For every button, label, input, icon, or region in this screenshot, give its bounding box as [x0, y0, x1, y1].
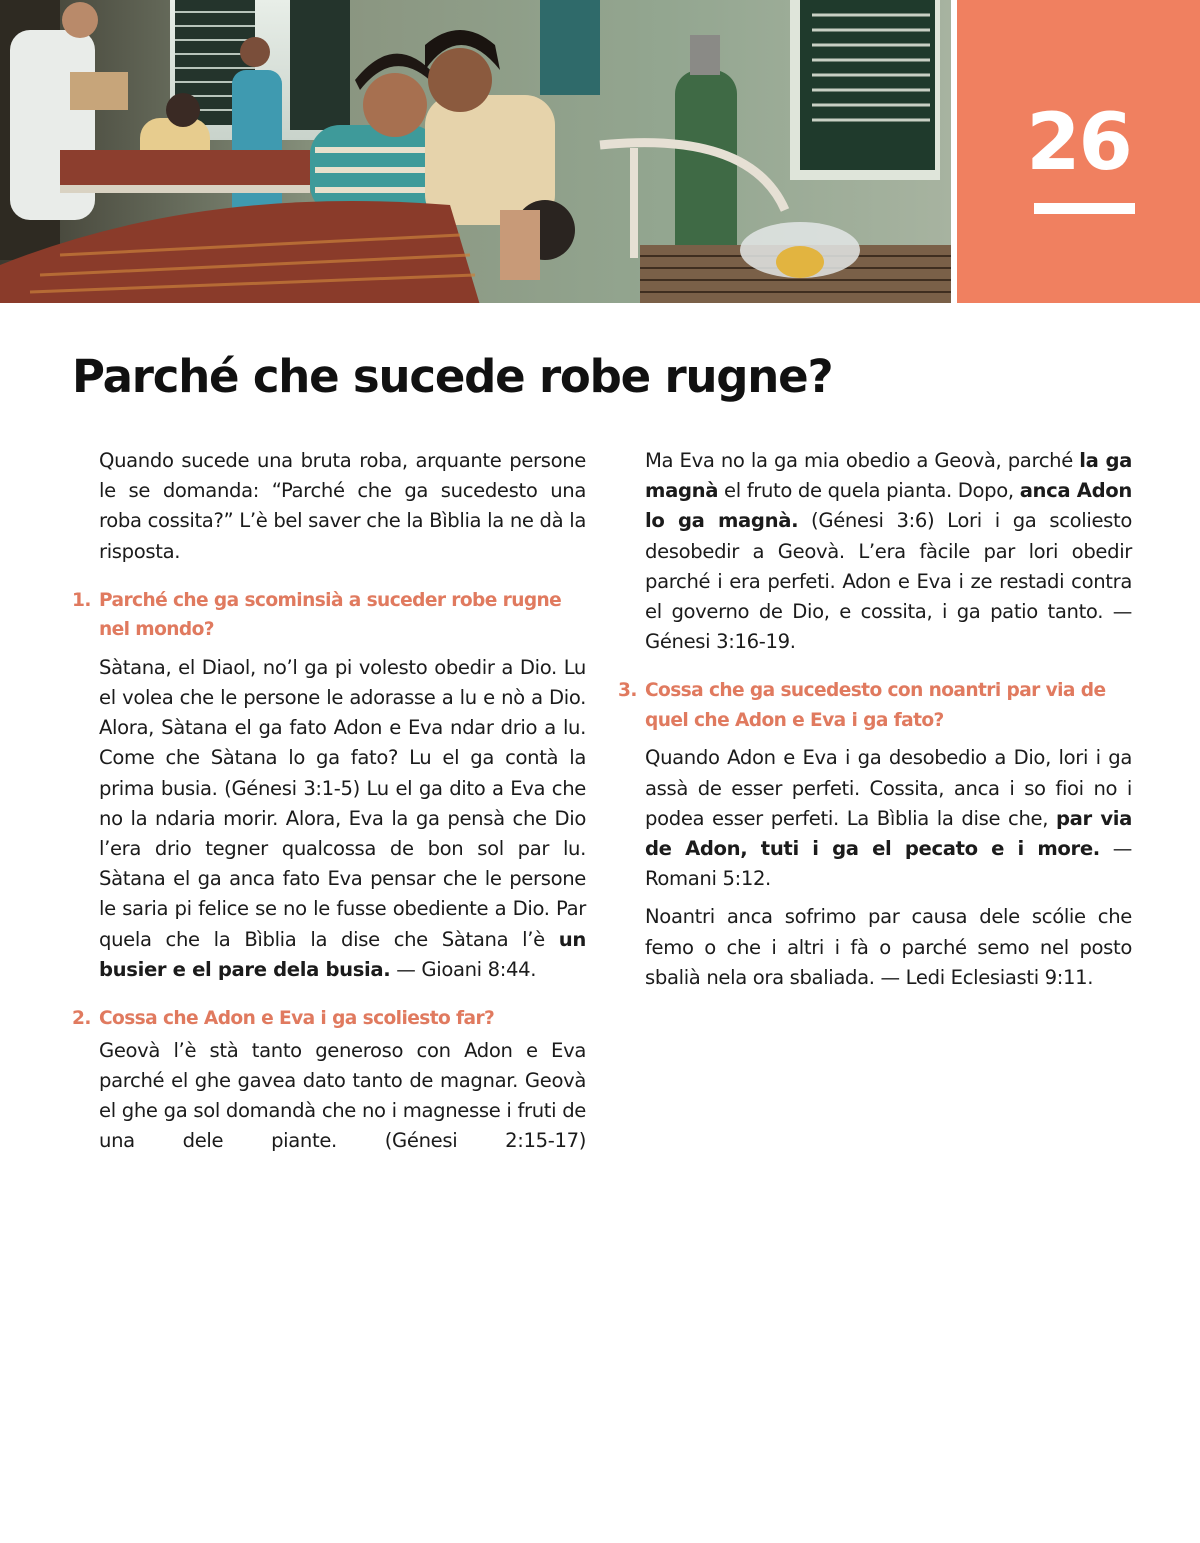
question-1 [72, 586, 586, 645]
answer-1-paragraph [99, 653, 586, 985]
hospital-scene-illustration [0, 0, 951, 303]
answer-text: Sàtana, el Diaol, no’l ga pi volesto obedir a Dio. Lu el volea che le persone le adorasse a lu e nò a Dio. Alora, Sàtana el ga fato Adon e Eva ndar drio a lu. Come che Sàtana lo ga fato? Lu el ga contà la prima busia. (Génesi 3:1-5) Lu el ga dito a Eva che no la ndaria morir. Alora, Eva la ga pensà che Dio l’era drio tegner qualcossa de bon sol par lu. Sàtana el ga anca fato Eva pensar che le persone le saria pi felice se no le fusse obediente a Dio. Par quela che la Bìblia la dise che Sàtana l’è [99, 655, 586, 951]
left-column [72, 446, 586, 1156]
answer-2-continuation [645, 446, 1132, 657]
question-3 [618, 676, 1132, 735]
intro-paragraph: Quando sucede una bruta roba, arquante persone le se domanda: “Parché che ga sucedesto una roba cossita?” L’è bel saver che la Bìblia la ne dà la risposta. [99, 449, 586, 563]
scripture-reference: — Gioani 8:44. [390, 957, 537, 981]
lesson-number-underline [1034, 203, 1135, 214]
header-photo [0, 0, 951, 303]
page-title: Parché che sucede robe rugne? [72, 350, 833, 403]
right-column [618, 446, 1132, 993]
answer-2-paragraph: Geovà l’è stà tanto generoso con Adon e Eva parché el ghe gavea dato tanto de magnar. Geovà el ghe ga sol domandà che no i magnesse i fruti de una dele piante. (Génesi 2:15-17) [99, 1038, 586, 1153]
lesson-number-panel [957, 0, 1200, 303]
answer-emphasis: la ga magnà [645, 449, 1132, 503]
answer-text: el fruto de quela pianta. Dopo, [718, 479, 1020, 503]
answer-3-paragraph [645, 743, 1132, 894]
question-number: 1. [72, 589, 91, 611]
answer-text: Ma Eva no la ga mia obedio a Geovà, parché [645, 449, 1080, 472]
question-number: 2. [72, 1008, 91, 1030]
question-number: 3. [618, 680, 637, 702]
answer-emphasis: par via de Adon, tuti i ga el pecato e i more. [645, 806, 1132, 861]
question-text: Cossa che Adon e Eva i ga scoliesto far? [99, 1008, 495, 1030]
answer-3-paragraph-2: Noantri anca sofrimo par causa dele scólie che femo o che i altri i fà o parché semo nel posto sbalià nela ora sbaliada. — Ledi Eclesiasti 9:11. [645, 905, 1132, 989]
answer-text: (Génesi 3:6) Lori i ga scoliesto desobedir a Geovà. L’era fàcile par lori obedir parché i era perfeti. Adon e Eva i ze restadi contra el governo de Dio, e cossita, i ga patio tanto. — Génesi 3:16-19. [645, 509, 1132, 654]
answer-text: Quando Adon e Eva i ga desobedio a Dio, lori i ga assà de esser perfeti. Cossita, anca i so fioi no i podea esser perfeti. La Bìblia la dise che, [645, 746, 1132, 830]
question-text: Cossa che ga sucedesto con noantri par via de quel che Adon e Eva i ga fato? [645, 680, 1106, 731]
lesson-number: 26 [1026, 98, 1131, 188]
answer-emphasis: anca Adon lo ga magnà. [645, 479, 1132, 533]
answer-emphasis: un busier e el pare dela busia. [99, 927, 586, 981]
question-text: Parché che ga scominsià a suceder robe rugne nel mondo? [99, 589, 562, 641]
question-2 [72, 1004, 586, 1034]
scripture-reference: — Romani 5:12. [645, 837, 1133, 891]
